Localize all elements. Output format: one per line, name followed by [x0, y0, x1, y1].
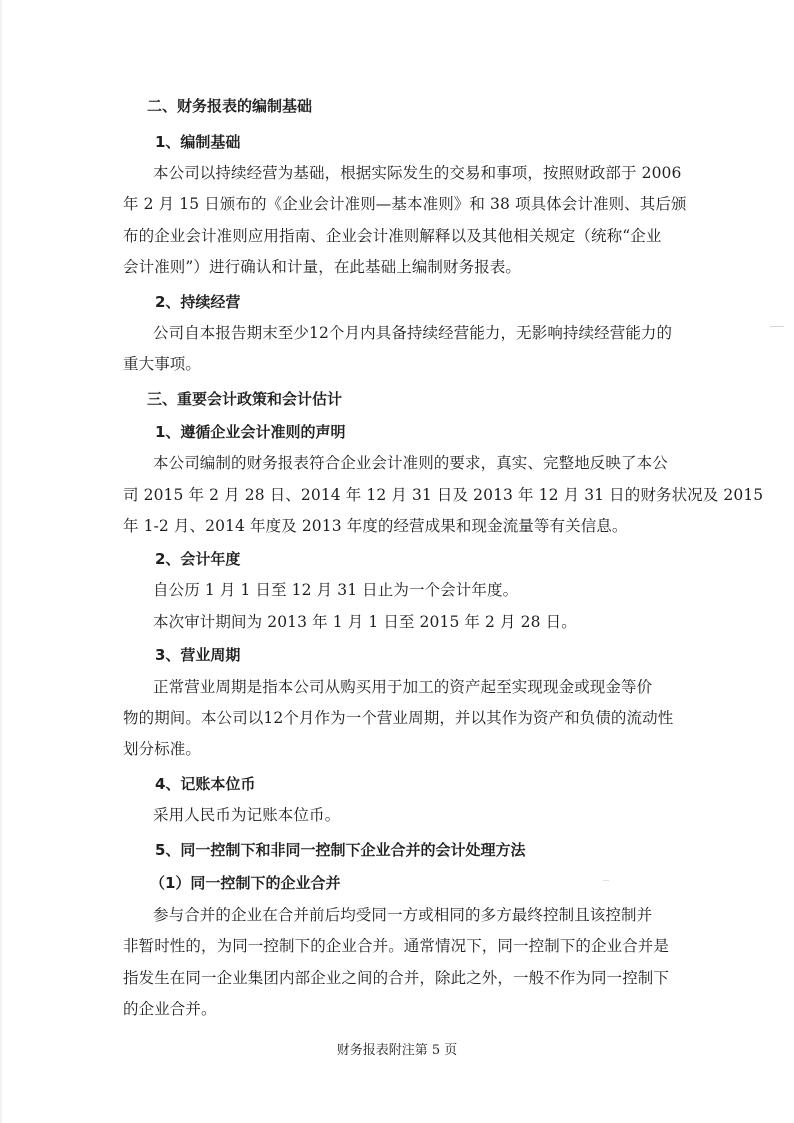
subsection-heading: 2、持续经营: [155, 293, 241, 311]
paragraph-line: 物的期间。本公司以12个月作为一个营业周期，并以其作为资产和负债的流动性: [123, 709, 674, 727]
paragraph-line: 正常营业周期是指本公司从购买用于加工的资产起至实现现金或现金等价: [153, 678, 653, 696]
scan-mark: [603, 880, 609, 881]
scan-mark: [770, 326, 784, 327]
paragraph-line: 自公历 1 月 1 日至 12 月 31 日止为一个会计年度。: [153, 581, 519, 599]
paragraph-line: 参与合并的企业在合并前后均受同一方或相同的多方最终控制且该控制并: [153, 906, 653, 924]
paragraph-line: 重大事项。: [123, 355, 202, 373]
paragraph-line: 本公司以持续经营为基础，根据实际发生的交易和事项，按照财政部于 2006: [153, 164, 682, 182]
subsection-heading: 5、同一控制下和非同一控制下企业合并的会计处理方法: [155, 841, 526, 859]
subsection-heading: 4、记账本位币: [155, 775, 256, 793]
section-heading: 二、财务报表的编制基础: [147, 97, 313, 115]
paragraph-line: 非暂时性的，为同一控制下的企业合并。通常情况下，同一控制下的企业合并是: [123, 937, 670, 955]
paragraph-line: 会计准则”）进行确认和计量，在此基础上编制财务报表。: [123, 258, 522, 276]
paragraph-line: 公司自本报告期末至少12个月内具备持续经营能力，无影响持续经营能力的: [153, 324, 673, 342]
paragraph-line: 本次审计期间为 2013 年 1 月 1 日至 2015 年 2 月 28 日。: [153, 613, 577, 631]
paragraph-line: 年 1-2 月、2014 年度及 2013 年度的经营成果和现金流量等有关信息。: [123, 517, 628, 535]
paragraph-line: 的企业合并。: [123, 1000, 217, 1018]
paragraph-line: 布的企业会计准则应用指南、企业会计准则解释以及其他相关规定（统称“企业: [123, 227, 662, 245]
subsubsection-heading: （1）同一控制下的企业合并: [150, 874, 341, 892]
paragraph-line: 本公司编制的财务报表符合企业会计准则的要求，真实、完整地反映了本公: [153, 454, 668, 472]
paragraph-line: 年 2 月 15 日颁布的《企业会计准则—基本准则》和 38 项具体会计准则、其后颁: [123, 195, 687, 213]
scan-edge: [0, 0, 2, 1123]
paragraph-line: 指发生在同一企业集团内部企业之间的合并，除此之外，一般不作为同一控制下: [123, 969, 670, 987]
paragraph-line: 划分标准。: [123, 740, 202, 758]
subsection-heading: 1、编制基础: [155, 133, 241, 151]
subsection-heading: 2、会计年度: [155, 550, 241, 568]
subsection-heading: 3、营业周期: [155, 646, 241, 664]
paragraph-line: 采用人民币为记账本位币。: [153, 806, 341, 824]
page-footer: 财务报表附注第 5 页: [336, 1043, 458, 1058]
section-heading: 三、重要会计政策和会计估计: [147, 390, 343, 408]
subsection-heading: 1、遵循企业会计准则的声明: [155, 423, 346, 441]
paragraph-line: 司 2015 年 2 月 28 日、2014 年 12 月 31 日及 2013 年 12 月 31 日的财务状况及 2015: [123, 486, 764, 504]
